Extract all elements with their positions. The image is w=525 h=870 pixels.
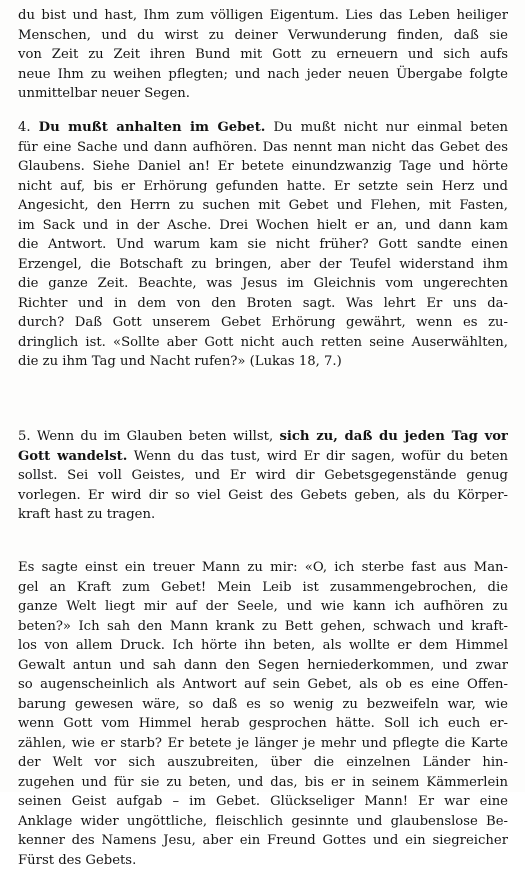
- text-line: die Antwort. Und warum kam sie nicht früher? Gott sandte einen: [18, 235, 508, 255]
- text-line: zählen, wie er starb? Er betete je länger je mehr und pflegte die Karte: [18, 734, 508, 754]
- paragraph-heading-continued: Gott wandelst.: [18, 449, 127, 464]
- text-line: sollst. Sei voll Geistes, und Er wird dir Gebetsgegenstände genug: [18, 466, 508, 486]
- text-line: durch? Daß Gott unserem Gebet Erhörung gewährt, wenn es zu-: [18, 313, 508, 333]
- text-line: dringlich ist. «Sollte aber Gott nicht auch retten seine Auserwählten,: [18, 333, 508, 353]
- paragraph-heading: Du mußt anhalten im Gebet.: [39, 120, 266, 135]
- text-line: kenner des Namens Jesu, aber ein Freund Gottes und ein siegreicher: [18, 831, 508, 851]
- text-line: unmittelbar neuer Segen.: [18, 84, 508, 104]
- text-line: die ganze Zeit. Beachte, was Jesus im Gleichnis vom ungerechten: [18, 274, 508, 294]
- text-line: [18, 427, 508, 447]
- text-line: wenn Gott vom Himmel herab gesprochen hätte. Soll ich euch er-: [18, 714, 508, 734]
- text-line: kraft hast zu tragen.: [18, 505, 508, 525]
- paragraph-heading: sich zu, daß du jeden Tag vor: [279, 429, 508, 444]
- text-line: der Welt vor sich auszubreiten, über die einzelnen Länder hin-: [18, 753, 508, 773]
- text-line: [18, 118, 508, 138]
- text-line: du bist und hast, Ihm zum völligen Eigentum. Lies das Leben heiliger: [18, 6, 508, 26]
- text-line: für eine Sache und dann aufhören. Das nennt man nicht das Gebet des: [18, 138, 508, 158]
- text-fragment: 5. Wenn du im Glauben beten willst,: [18, 429, 273, 444]
- text-line: beten?» Ich sah den Mann krank zu Bett gehen, schwach und kraft-: [18, 617, 508, 637]
- text-fragment: Wenn du das tust, wird Er dir sagen, wofür du beten: [134, 449, 508, 464]
- text-line: Anklage wider ungöttliche, fleischlich gesinnte und glaubenslose Be-: [18, 812, 508, 832]
- text-line: Glaubens. Siehe Daniel an! Er betete einundzwanzig Tage und hörte: [18, 157, 508, 177]
- text-line: neue Ihm zu weihen pflegten; und nach jeder neuen Übergabe folgte: [18, 65, 508, 85]
- paragraph-3: [18, 427, 508, 525]
- text-line: Menschen, und du wirst zu deiner Verwunderung finden, daß sie: [18, 26, 508, 46]
- paragraph-1: [18, 6, 508, 104]
- text-line: Angesicht, den Herrn zu suchen mit Gebet und Flehen, mit Fasten,: [18, 196, 508, 216]
- text-fragment: Du mußt nicht nur einmal beten: [273, 120, 508, 135]
- text-line: die zu ihm Tag und Nacht rufen?» (Lukas 18, 7.): [18, 352, 508, 372]
- text-line: so augenscheinlich als Antwort auf sein Gebet, als ob es eine Offen-: [18, 675, 508, 695]
- text-line: von Zeit zu Zeit ihren Bund mit Gott zu erneuern und sich aufs: [18, 45, 508, 65]
- text-line: Es sagte einst ein treuer Mann zu mir: «O, ich sterbe fast aus Man-: [18, 558, 508, 578]
- paragraph-2: [18, 118, 508, 372]
- text-line: gel an Kraft zum Gebet! Mein Leib ist zusammengebrochen, die: [18, 578, 508, 598]
- text-line: barung gewesen wäre, so daß es so wenig zu bezweifeln war, wie: [18, 695, 508, 715]
- text-line: Erzengel, die Botschaft zu bringen, aber der Teufel widerstand ihm: [18, 255, 508, 275]
- text-line: ganze Welt liegt mir auf der Seele, und wie kann ich aufhören zu: [18, 597, 508, 617]
- text-line: nicht auf, bis er Erhörung gefunden hatte. Er setzte sein Herz und: [18, 177, 508, 197]
- paragraph-4: [18, 558, 508, 870]
- text-line: vorlegen. Er wird dir so viel Geist des Gebets geben, als du Körper-: [18, 486, 508, 506]
- text-line: zugehen und für sie zu beten, und das, bis er in seinem Kämmerlein: [18, 773, 508, 793]
- text-line: [18, 447, 508, 467]
- text-line: Gewalt antun und sah dann den Segen herniederkommen, und zwar: [18, 656, 508, 676]
- text-line: Richter und in dem von den Broten sagt. Was lehrt Er uns da-: [18, 294, 508, 314]
- text-line: seinen Geist aufgab – im Gebet. Glückseliger Mann! Er war eine: [18, 792, 508, 812]
- paragraph-number: 4.: [18, 120, 31, 135]
- text-line: im Sack und in der Asche. Drei Wochen hielt er an, und dann kam: [18, 216, 508, 236]
- text-line: Fürst des Gebets.: [18, 851, 508, 870]
- text-line: los von allem Druck. Ich hörte ihn beten, als wollte er dem Himmel: [18, 636, 508, 656]
